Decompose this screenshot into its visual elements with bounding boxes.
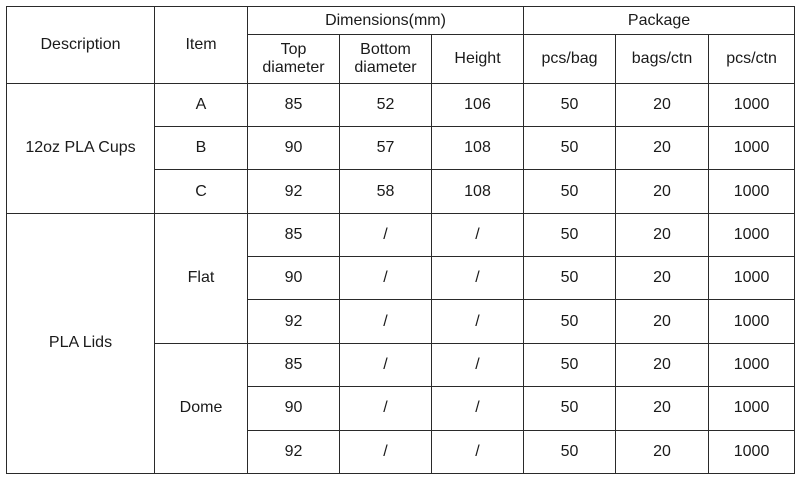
bags-ctn-cell: 20 (616, 83, 709, 126)
top-diameter-header: Top diameter (248, 35, 340, 83)
dimensions-header: Dimensions(mm) (248, 7, 524, 35)
height-cell: / (432, 430, 524, 473)
bottom-diameter-cell: / (340, 257, 432, 300)
pcs-ctn-cell: 1000 (709, 213, 795, 256)
pcs-ctn-header: pcs/ctn (709, 35, 795, 83)
pcs-bag-cell: 50 (524, 213, 616, 256)
pcs-bag-cell: 50 (524, 127, 616, 170)
height-cell: / (432, 300, 524, 343)
top-diameter-cell: 85 (248, 343, 340, 386)
bottom-diameter-cell: / (340, 430, 432, 473)
item-cell-flat: Flat (155, 213, 248, 343)
bags-ctn-cell: 20 (616, 170, 709, 213)
pcs-ctn-cell: 1000 (709, 430, 795, 473)
pcs-ctn-cell: 1000 (709, 300, 795, 343)
height-cell: / (432, 213, 524, 256)
bags-ctn-header: bags/ctn (616, 35, 709, 83)
pcs-ctn-cell: 1000 (709, 127, 795, 170)
bottom-diameter-cell: / (340, 343, 432, 386)
item-cell: C (155, 170, 248, 213)
bottom-diameter-cell: / (340, 387, 432, 430)
bottom-diameter-cell: 52 (340, 83, 432, 126)
bags-ctn-cell: 20 (616, 127, 709, 170)
package-header: Package (524, 7, 795, 35)
lids-description: PLA Lids (7, 213, 155, 473)
bags-ctn-cell: 20 (616, 300, 709, 343)
pcs-ctn-cell: 1000 (709, 343, 795, 386)
top-diameter-cell: 92 (248, 430, 340, 473)
item-cell-dome: Dome (155, 343, 248, 473)
top-diameter-cell: 85 (248, 213, 340, 256)
height-cell: / (432, 343, 524, 386)
header-row-1 (7, 7, 795, 35)
table-row (7, 83, 795, 126)
bags-ctn-cell: 20 (616, 257, 709, 300)
cups-description: 12oz PLA Cups (7, 83, 155, 213)
height-cell: / (432, 257, 524, 300)
bottom-diameter-cell: 58 (340, 170, 432, 213)
pcs-bag-cell: 50 (524, 300, 616, 343)
pcs-ctn-cell: 1000 (709, 170, 795, 213)
height-cell: 106 (432, 83, 524, 126)
height-cell: 108 (432, 170, 524, 213)
pcs-bag-cell: 50 (524, 170, 616, 213)
pcs-ctn-cell: 1000 (709, 387, 795, 430)
height-cell: / (432, 387, 524, 430)
description-header: Description (7, 7, 155, 84)
table-row (7, 213, 795, 256)
pcs-bag-cell: 50 (524, 387, 616, 430)
bags-ctn-cell: 20 (616, 387, 709, 430)
top-diameter-cell: 90 (248, 127, 340, 170)
pcs-bag-cell: 50 (524, 83, 616, 126)
bottom-diameter-cell: / (340, 300, 432, 343)
top-diameter-cell: 85 (248, 83, 340, 126)
bottom-diameter-cell: / (340, 213, 432, 256)
pcs-bag-cell: 50 (524, 343, 616, 386)
bottom-diameter-cell: 57 (340, 127, 432, 170)
pcs-bag-header: pcs/bag (524, 35, 616, 83)
pcs-bag-cell: 50 (524, 430, 616, 473)
top-diameter-cell: 92 (248, 300, 340, 343)
pcs-ctn-cell: 1000 (709, 257, 795, 300)
height-header: Height (432, 35, 524, 83)
top-diameter-cell: 90 (248, 387, 340, 430)
pcs-ctn-cell: 1000 (709, 83, 795, 126)
bags-ctn-cell: 20 (616, 213, 709, 256)
top-diameter-cell: 90 (248, 257, 340, 300)
bags-ctn-cell: 20 (616, 430, 709, 473)
item-header: Item (155, 7, 248, 84)
height-cell: 108 (432, 127, 524, 170)
item-cell: B (155, 127, 248, 170)
top-diameter-cell: 92 (248, 170, 340, 213)
bottom-diameter-header: Bottom diameter (340, 35, 432, 83)
pcs-bag-cell: 50 (524, 257, 616, 300)
spec-table (6, 6, 795, 474)
bags-ctn-cell: 20 (616, 343, 709, 386)
item-cell: A (155, 83, 248, 126)
